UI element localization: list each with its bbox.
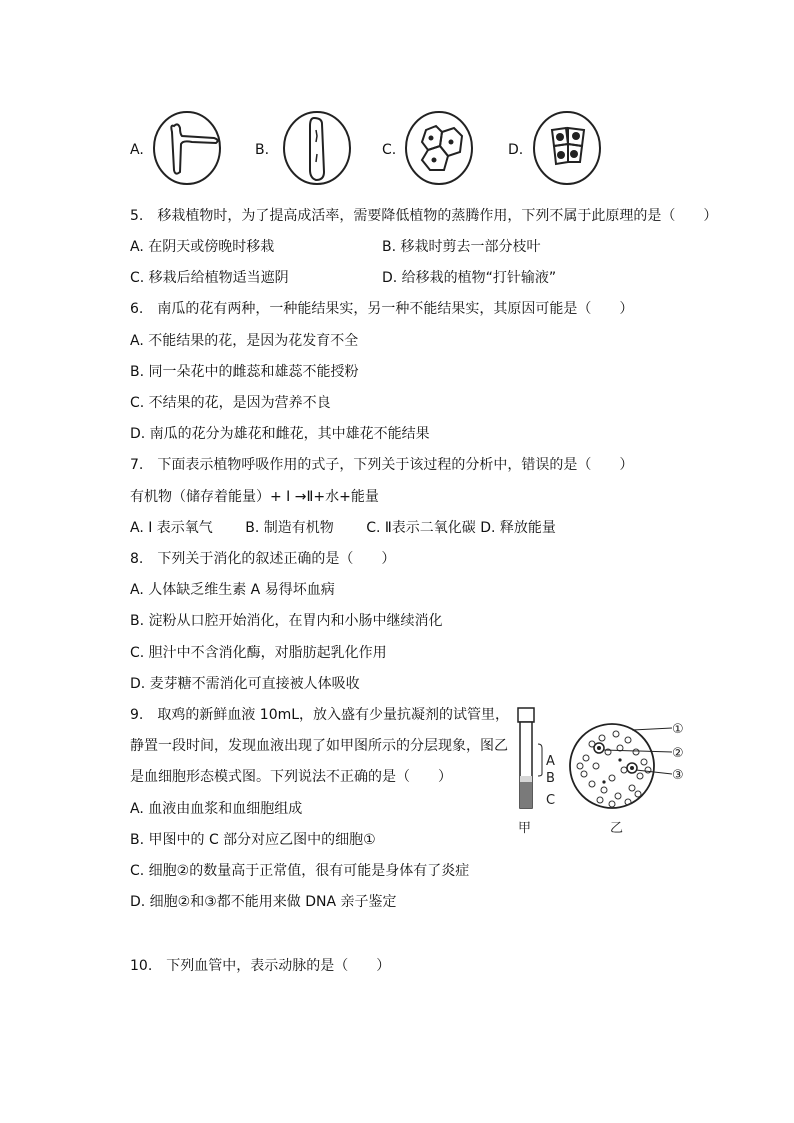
blood-figure <box>508 704 704 840</box>
question-9-stem-line-3: 是血细胞形态模式图。下列说法不正确的是（ ） <box>130 769 452 785</box>
guard-cell-illustration <box>282 110 352 186</box>
question-6-option-d: D. 南瓜的花分为雄花和雌花，其中雄花不能结果 <box>130 426 430 442</box>
caption-yi: 乙 <box>610 821 624 836</box>
question-8-stem: 8. 下列关于消化的叙述正确的是（ ） <box>130 551 396 567</box>
tube-label-c: C <box>546 793 556 808</box>
plant-hair-cell-illustration <box>152 110 222 186</box>
question-6-option-c: C. 不结果的花，是因为营养不良 <box>130 395 331 411</box>
question-7-options: A. I 表示氧气 B. 制造有机物 C. Ⅱ表示二氧化碳 D. 释放能量 <box>130 520 556 536</box>
question-5-option-d: D. 给移栽的植物“打针输液” <box>382 270 557 286</box>
option-b-label: B. <box>255 142 270 158</box>
option-a-label: A. <box>130 142 144 158</box>
question-9-option-d: D. 细胞②和③都不能用来做 DNA 亲子鉴定 <box>130 894 397 910</box>
cell-label-3: ③ <box>672 768 684 783</box>
question-7-stem: 7. 下面表示植物呼吸作用的式子，下列关于该过程的分析中，错误的是（ ） <box>130 457 634 473</box>
question-5-option-c: C. 移栽后给植物适当遮阴 <box>130 270 289 286</box>
question-5-option-a: A. 在阴天或傍晚时移栽 <box>130 239 275 255</box>
tube-label-b: B <box>546 771 555 786</box>
question-6-stem: 6. 南瓜的花有两种，一种能结果实，另一种不能结果实，其原因可能是（ ） <box>130 301 634 317</box>
question-5-option-b: B. 移栽时剪去一部分枝叶 <box>382 239 541 255</box>
animal-cells-illustration <box>532 110 602 186</box>
question-9-option-a: A. 血液由血浆和血细胞组成 <box>130 801 303 817</box>
plant-cells-illustration <box>404 110 474 186</box>
question-8-option-b: B. 淀粉从口腔开始消化，在胃内和小肠中继续消化 <box>130 613 443 629</box>
question-8-option-d: D. 麦芽糖不需消化可直接被人体吸收 <box>130 676 360 692</box>
question-5-stem: 5. 移栽植物时，为了提高成活率，需要降低植物的蒸腾作用，下列不属于此原理的是（ ） <box>130 208 718 224</box>
question-10-stem: 10. 下列血管中，表示动脉的是（ ） <box>130 958 391 974</box>
option-c-label: C. <box>382 142 397 158</box>
question-6-option-b: B. 同一朵花中的雌蕊和雄蕊不能授粉 <box>130 364 359 380</box>
blood-cells-yi <box>570 722 684 836</box>
question-8-option-a: A. 人体缺乏维生素 A 易得坏血病 <box>130 582 335 598</box>
question-7-formula: 有机物（储存着能量）+ I →Ⅱ+水+能量 <box>130 489 379 505</box>
test-tube-jia <box>518 708 555 836</box>
question-9-option-c: C. 细胞②的数量高于正常值，很有可能是身体有了炎症 <box>130 863 470 879</box>
cell-label-2: ② <box>672 746 684 761</box>
cell-label-1: ① <box>672 722 684 737</box>
tube-label-a: A <box>546 754 555 769</box>
caption-jia: 甲 <box>518 821 532 836</box>
option-d-label: D. <box>508 142 524 158</box>
question-6-option-a: A. 不能结果的花，是因为花发育不全 <box>130 333 359 349</box>
question-9-stem-line-2: 静置一段时间，发现血液出现了如甲图所示的分层现象，图乙 <box>130 738 508 754</box>
question-9-option-b: B. 甲图中的 C 部分对应乙图中的细胞① <box>130 832 376 848</box>
question-8-option-c: C. 胆汁中不含消化酶，对脂肪起乳化作用 <box>130 645 387 661</box>
question-9-stem-line-1: 9. 取鸡的新鲜血液 10mL，放入盛有少量抗凝剂的试管里， <box>130 707 510 723</box>
